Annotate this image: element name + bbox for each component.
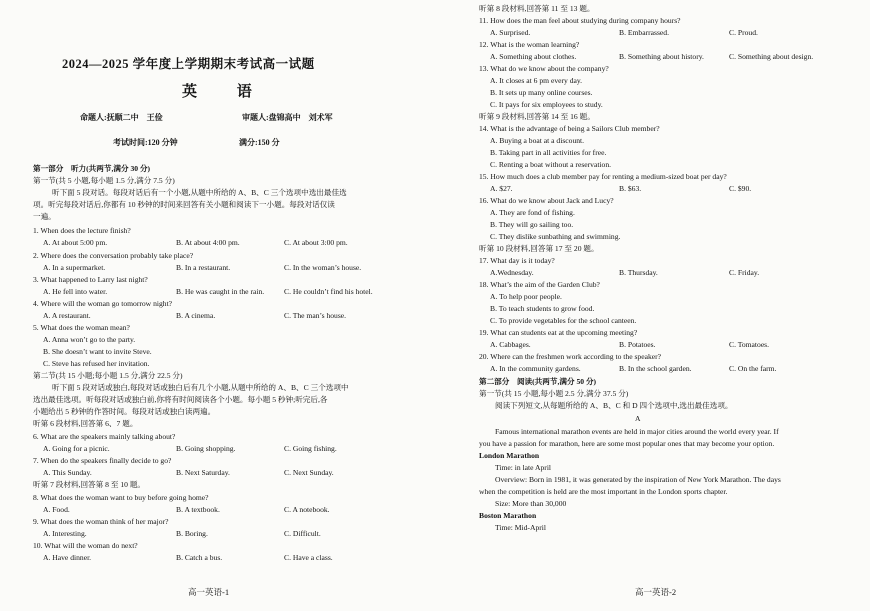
option: C. Next Sunday. bbox=[284, 468, 334, 477]
authors: 命题人:抚顺二中 王俭 bbox=[80, 113, 163, 122]
option: C. $90. bbox=[729, 184, 752, 193]
passage-line: Famous international marathon events are held in major cities around the world every year. If bbox=[495, 427, 779, 436]
question-stem: 7. When do the speakers finally decide to go? bbox=[33, 456, 172, 465]
option: C. A notebook. bbox=[284, 505, 330, 514]
question-stem: 6. What are the speakers mainly talking about? bbox=[33, 432, 176, 441]
option: A. This Sunday. bbox=[43, 468, 92, 477]
option: B. Thursday. bbox=[619, 268, 658, 277]
option: A. At about 5:00 pm. bbox=[43, 238, 108, 247]
option: A. A restaurant. bbox=[43, 311, 91, 320]
option: A. Going for a picnic. bbox=[43, 444, 110, 453]
question-stem: 20. Where can the freshmen work according to the speaker? bbox=[479, 352, 662, 361]
instruction-line: 选出最佳选项。听每段对话或独白前,你将有时间阅读各个小题。每小题 5 秒钟;听完后,各 bbox=[33, 395, 328, 404]
section-heading: 第一节(共 15 小题,每小题 2.5 分,满分 37.5 分) bbox=[479, 389, 629, 398]
option: A. They are fond of fishing. bbox=[490, 208, 575, 217]
passage-heading-london: London Marathon bbox=[479, 451, 540, 460]
option: C. Renting a boat without a reservation. bbox=[490, 160, 612, 169]
option: B. A cinema. bbox=[176, 311, 216, 320]
instruction-line: 听下面 5 段对话。每段对话后有一个小题,从题中所给的 A、B、C 三个选项中选出最佳选 bbox=[52, 188, 347, 197]
question-stem: 15. How much does a club member pay for renting a medium-sized boat per day? bbox=[479, 172, 727, 181]
option: A. Buying a boat at a discount. bbox=[490, 136, 585, 145]
part-heading: 第一部分 听力(共两节,满分 30 分) bbox=[33, 164, 151, 173]
question-stem: 3. What happened to Larry last night? bbox=[33, 275, 148, 284]
option: A.Wednesday. bbox=[490, 268, 534, 277]
option: A. Cabbages. bbox=[490, 340, 531, 349]
instruction-line: 小题给出 5 秒钟的作答时间。每段对话或独白读两遍。 bbox=[33, 407, 216, 416]
question-stem: 8. What does the woman want to buy before going home? bbox=[33, 493, 209, 502]
question-stem: 2. Where does the conversation probably take place? bbox=[33, 251, 194, 260]
passage-label: A bbox=[635, 414, 641, 423]
passage-line: Time: Mid-April bbox=[495, 523, 546, 532]
passage-line: you have a passion for marathon, here are some most popular ones that may become your option. bbox=[479, 439, 775, 448]
instruction-line: 听下面 5 段对话或独白,每段对话或独白后有几个小题,从题中所给的 A、B、C 三个选项中 bbox=[52, 383, 349, 392]
option: A. Anna won’t go to the party. bbox=[43, 335, 136, 344]
option: C. They dislike sunbathing and swimming. bbox=[490, 232, 621, 241]
option: B. Boring. bbox=[176, 529, 208, 538]
part-heading: 第二部分 阅读(共两节,满分 50 分) bbox=[479, 377, 597, 386]
question-stem: 9. What does the woman think of her major? bbox=[33, 517, 169, 526]
option: A. To help poor people. bbox=[490, 292, 562, 301]
question-stem: 12. What is the woman learning? bbox=[479, 40, 580, 49]
option: B. Catch a bus. bbox=[176, 553, 223, 562]
question-stem: 10. What will the woman do next? bbox=[33, 541, 138, 550]
option: C. It pays for six employees to study. bbox=[490, 100, 603, 109]
option: C. Steve has refused her invitation. bbox=[43, 359, 150, 368]
option: C. Tomatoes. bbox=[729, 340, 770, 349]
full-score: 满分:150 分 bbox=[239, 138, 280, 147]
option: C. Difficult. bbox=[284, 529, 321, 538]
option: B. In the school garden. bbox=[619, 364, 692, 373]
page-footer: 高一英语-1 bbox=[188, 587, 230, 597]
question-stem: 11. How does the man feel about studying during company hours? bbox=[479, 16, 681, 25]
option: C. Have a class. bbox=[284, 553, 333, 562]
option: A. $27. bbox=[490, 184, 513, 193]
passage-line: Overview: Born in 1981, it was generated by the inspiration of New York Marathon. The days bbox=[495, 475, 781, 484]
option: B. In a restaurant. bbox=[176, 263, 231, 272]
option: A. Interesting. bbox=[43, 529, 87, 538]
section-heading: 第二节(共 15 小题;每小题 1.5 分,满分 22.5 分) bbox=[33, 371, 183, 380]
material-note: 听第 9 段材料,回答第 14 至 16 题。 bbox=[479, 112, 595, 121]
option: A. Have dinner. bbox=[43, 553, 92, 562]
option: B. At about 4:00 pm. bbox=[176, 238, 240, 247]
material-note: 听第 8 段材料,回答第 11 至 13 题。 bbox=[479, 4, 595, 13]
option: A. It closes at 6 pm every day. bbox=[490, 76, 583, 85]
question-stem: 16. What do we know about Jack and Lucy? bbox=[479, 196, 614, 205]
option: C. Going fishing. bbox=[284, 444, 337, 453]
option: B. Embarrassed. bbox=[619, 28, 669, 37]
question-stem: 17. What day is it today? bbox=[479, 256, 555, 265]
option: B. Potatoes. bbox=[619, 340, 656, 349]
reviewers: 审题人:盘锦高中 刘术军 bbox=[242, 113, 333, 122]
option: A. Something about clothes. bbox=[490, 52, 577, 61]
option: B. Taking part in all activities for free. bbox=[490, 148, 607, 157]
exam-page-2 bbox=[435, 0, 870, 611]
exam-title: 2024—2025 学年度上学期期末考试高一试题 bbox=[62, 57, 315, 71]
page-footer: 高一英语-2 bbox=[635, 587, 677, 597]
option: C. Friday. bbox=[729, 268, 760, 277]
option: B. $63. bbox=[619, 184, 642, 193]
subject-title: 英 语 bbox=[182, 84, 270, 100]
material-note: 听第 6 段材料,回答第 6、7 题。 bbox=[33, 419, 138, 428]
option: C. He couldn’t find his hotel. bbox=[284, 287, 373, 296]
option: A. Food. bbox=[43, 505, 70, 514]
option: C. Proud. bbox=[729, 28, 758, 37]
option: B. She doesn’t want to invite Steve. bbox=[43, 347, 152, 356]
option: B. To teach students to grow food. bbox=[490, 304, 595, 313]
passage-line: when the competition is held are the most important in the London sports chapter. bbox=[479, 487, 728, 496]
exam-time: 考试时间:120 分钟 bbox=[113, 138, 178, 147]
question-stem: 18. What’s the aim of the Garden Club? bbox=[479, 280, 600, 289]
instruction-line: 项。听完每段对话后,你都有 10 秒钟的时间来回答有关小题和阅读下一小题。每段对话仅读 bbox=[33, 200, 335, 209]
section-heading: 第一节(共 5 小题,每小题 1.5 分,满分 7.5 分) bbox=[33, 176, 175, 185]
option: A. He fell into water. bbox=[43, 287, 108, 296]
question-stem: 19. What can students eat at the upcoming meeting? bbox=[479, 328, 638, 337]
question-stem: 1. When does the lecture finish? bbox=[33, 226, 131, 235]
option: A. In the community gardens. bbox=[490, 364, 581, 373]
passage-line: Size: More than 30,000 bbox=[495, 499, 567, 508]
option: B. A textbook. bbox=[176, 505, 220, 514]
option: B. They will go sailing too. bbox=[490, 220, 574, 229]
material-note: 听第 10 段材料,回答第 17 至 20 题。 bbox=[479, 244, 599, 253]
option: B. Going shopping. bbox=[176, 444, 236, 453]
option: A. In a supermarket. bbox=[43, 263, 106, 272]
material-note: 听第 7 段材料,回答第 8 至 10 题。 bbox=[33, 480, 146, 489]
option: A. Surprised. bbox=[490, 28, 531, 37]
question-stem: 13. What do we know about the company? bbox=[479, 64, 609, 73]
option: C. Something about design. bbox=[729, 52, 814, 61]
instruction-line: 一遍。 bbox=[33, 212, 56, 221]
passage-heading-boston: Boston Marathon bbox=[479, 511, 537, 520]
option: C. On the farm. bbox=[729, 364, 777, 373]
option: B. Something about history. bbox=[619, 52, 704, 61]
option: B. Next Saturday. bbox=[176, 468, 230, 477]
question-stem: 5. What does the woman mean? bbox=[33, 323, 130, 332]
option: B. He was caught in the rain. bbox=[176, 287, 265, 296]
question-stem: 14. What is the advantage of being a Sailors Club member? bbox=[479, 124, 660, 133]
option: C. The man’s house. bbox=[284, 311, 347, 320]
option: C. In the woman’s house. bbox=[284, 263, 362, 272]
passage-line: Time: in late April bbox=[495, 463, 552, 472]
option: B. It sets up many online courses. bbox=[490, 88, 593, 97]
question-stem: 4. Where will the woman go tomorrow night? bbox=[33, 299, 173, 308]
option: C. At about 3:00 pm. bbox=[284, 238, 348, 247]
option: C. To provide vegetables for the school canteen. bbox=[490, 316, 637, 325]
instruction-line: 阅读下列短文,从每题所给的 A、B、C 和 D 四个选项中,选出最佳选项。 bbox=[495, 401, 733, 410]
